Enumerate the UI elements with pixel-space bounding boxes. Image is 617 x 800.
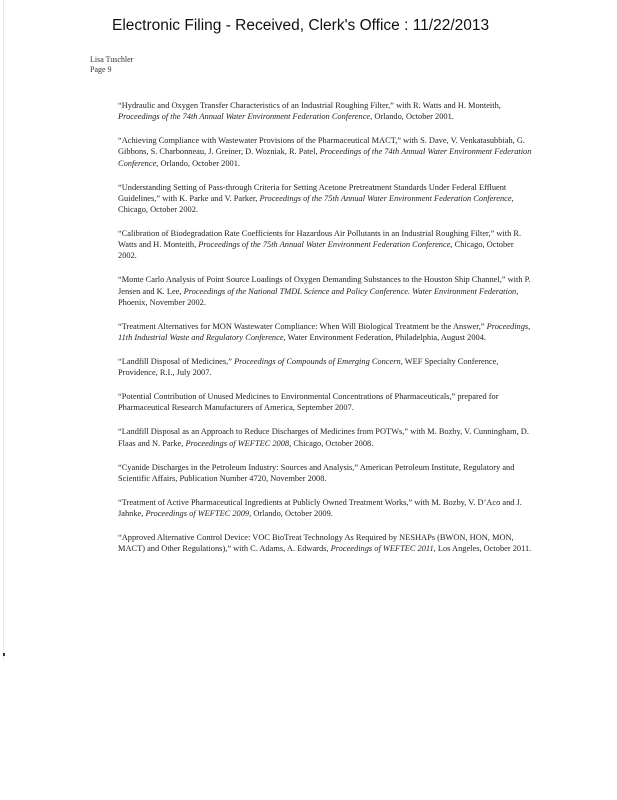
publication-entry: “Approved Alternative Control Device: VOC BioTreat Technology As Required by NESHAPs (BWON, HON, MON, MACT) and Other Regulations),” with C. Adams, A. Edwards, Proceedings of WEFTEC 2011, Los Angeles, October 2011. xyxy=(118,533,532,554)
author-name: Lisa Tuschler xyxy=(90,55,134,64)
publication-entry: “Understanding Setting of Pass-through Criteria for Setting Acetone Pretreatment Standards Under Federal Effluent Guidelines,” with K. Parke and V. Parker, Proceedings of the 75th Annual Water Environment Federation Conference, Chicago, October 2002. xyxy=(118,182,514,215)
scan-mark xyxy=(3,653,5,656)
page-number: Page 9 xyxy=(90,65,112,74)
publication-entry: “Monte Carlo Analysis of Point Source Loadings of Oxygen Demanding Substances to the Houston Ship Channel,” with P. Jensen and K. Lee, Proceedings of the National TMDL Science and Policy Conference. Water Environment Federation, Phoenix, November 2002. xyxy=(118,275,531,307)
scan-edge xyxy=(3,0,4,660)
publication-entry: “Potential Contribution of Unused Medicines to Environmental Concentrations of Pharmaceuticals,” prepared for Pharmaceutical Research Manufacturers of America, September 2007. xyxy=(118,392,499,413)
publication-entry: “Treatment of Active Pharmaceutical Ingredients at Publicly Owned Treatment Works,” with M. Bozby, V. D’Aco and J. Jahnke, Proceedings of WEFTEC 2009, Orlando, October 2009. xyxy=(118,497,522,519)
publication-entry: “Landfill Disposal of Medicines,” Proceedings of Compounds of Emerging Concern, WEF Specialty Conference, Providence, R.I., July 2007. xyxy=(118,357,499,378)
publication-entry: “Achieving Compliance with Wastewater Provisions of the Pharmaceutical MACT,” with S. Dave, V. Venkatasubbiah, G. Gibbons, S. Charbonneau, J. Greiner, D. Wozniak, R. Patel, Proceedings of the 74th Annual Water Environment Federation Conference, Orlando, October 2001. xyxy=(118,136,532,168)
publication-entry: “Cyanide Discharges in the Petroleum Industry: Sources and Analysis,” American Petroleum Institute, Regulatory and Scientific Affairs, Publication Number 4720, November 2008. xyxy=(118,462,515,483)
publication-entry: “Hydraulic and Oxygen Transfer Characteristics of an Industrial Roughing Filter,” with R. Watts and H. Monteith, Proceedings of the 74th Annual Water Environment Federation Conference, Orlando, October 2001. xyxy=(118,101,501,122)
publication-list xyxy=(118,100,533,567)
publication-entry: “Treatment Alternatives for MON Wastewater Compliance: When Will Biological Treatment be the Answer,” Proceedings, 11th Industrial Waste and Regulatory Conference, Water Environment Federation, Philadelphia, August 2004. xyxy=(118,321,531,343)
filing-stamp: Electronic Filing - Received, Clerk's Office : 11/22/2013 xyxy=(112,17,490,34)
document-header xyxy=(90,55,133,75)
publication-entry: “Landfill Disposal as an Approach to Reduce Discharges of Medicines from POTWs,” with M. Bozby, V. Cunningham, D. Flaas and N. Parke, Proceedings of WEFTEC 2008, Chicago, October 2008. xyxy=(118,427,529,448)
publication-entry: “Calibration of Biodegradation Rate Coefficients for Hazardous Air Pollutants in an Industrial Roughing Filter,” with R. Watts and H. Monteith, Proceedings of the 75th Annual Water Environment Federation Conference, Chicago, October 2002. xyxy=(118,229,522,261)
